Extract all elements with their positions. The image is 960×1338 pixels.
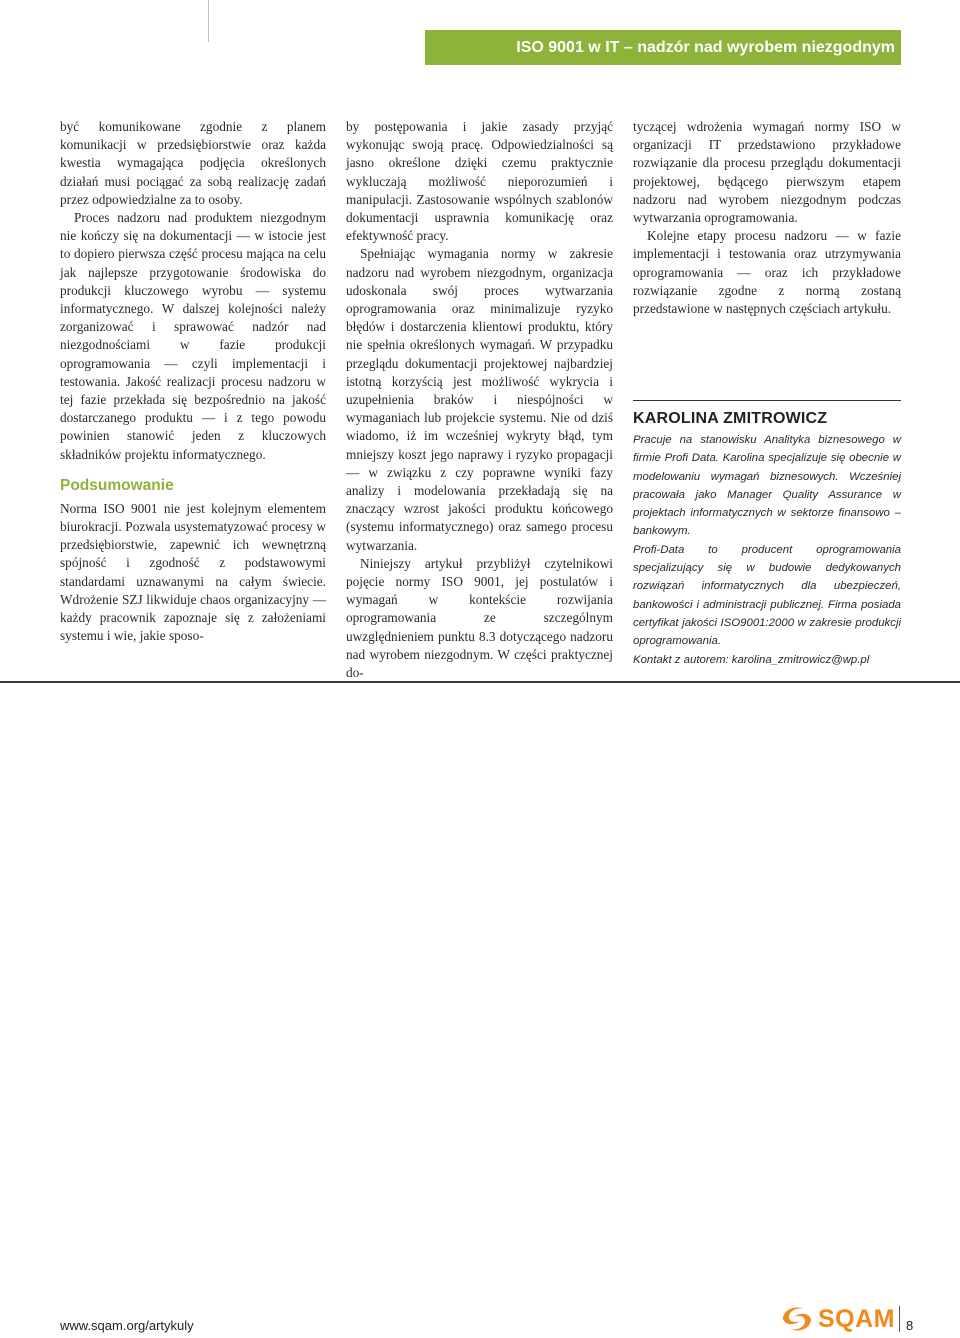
author-divider <box>633 400 901 401</box>
page-number: 8 <box>906 1318 914 1333</box>
author-box <box>633 400 901 669</box>
header-bar <box>425 30 901 65</box>
paragraph: tyczącej wdrożenia wymagań normy ISO w organizacji IT przedstawiono przykładowe rozwiązanie dla procesu przeglądu dokumentacji projektowej, będącego pierwszym etapem nadzoru nad wyrobem niezgodnym podczas wytwarzania oprogramowania. <box>633 119 901 226</box>
footer-url-link[interactable]: www.sqam.org/artykuly <box>60 1318 194 1333</box>
header-title: ISO 9001 w IT – nadzór nad wyrobem niezgodnym <box>516 39 895 56</box>
text-column-3 <box>633 118 901 318</box>
paragraph: Proces nadzoru nad produktem niezgodnym nie kończy się na dokumentacji — w istocie jest to dopiero pierwsza część procesu mająca na celu jak najlepsze przygotowanie środowiska do produkcji kluczowego wyrobu — systemu informatycznego. W dalszej kolejności należy zorganizować i sprawować nadzór nad niezgodnościami w fazie produkcji oprogramowania — czyli implementacji i testowania. Jakość realizacji procesu nadzoru w tej fazie przekłada się bezpośrednio na jakość dostarczanego produktu — i z tego powodu powinien stanowić jeden z kluczowych składników projektu informatycznego. <box>60 210 326 462</box>
paragraph: Norma ISO 9001 nie jest kolejnym elementem biurokracji. Pozwala usystematyzować procesy w przedsiębiorstwie, zapewnić ich wewnętrzną spójność i zgodność z podstawowymi standardami uznawanymi na całym świecie. Wdrożenie SZJ likwiduje chaos organizacyjny — każdy pracownik zapoznaje się z założeniami systemu i wie, jakie sposo- <box>60 500 326 644</box>
sqam-logo <box>780 1304 900 1334</box>
paragraph: Kolejne etapy procesu nadzoru — w fazie implementacji i testowania oraz utrzymywania oprogramowania — oraz ich przykładowe rozwiązanie zgodne z normą zostaną przedstawione w następnych częściach artykułu. <box>633 228 901 317</box>
paragraph: by postępowania i jakie zasady przyjąć wykonując swoją pracę. Odpowiedzialności są jasno określone dzięki czemu praktycznie wykluczają możliwość nieporozumień i manipulacji. Zastosowanie wspólnych szablonów dokumentacji usprawnia komunikację oraz efektywność pracy. <box>346 119 613 244</box>
paragraph: Niniejszy artykuł przybliżył czytelnikowi pojęcie normy ISO 9001, jej postulatów i wymagań w kontekście rozwijania oprogramowania ze szczególnym uwzględnieniem punktu 8.3 dotyczącego nadzoru nad wyrobem niezgodnym. W części praktycznej do- <box>346 555 613 681</box>
footer-separator <box>899 1306 900 1332</box>
author-bio-paragraph: Pracuje na stanowisku Analityka biznesowego w firmie Profi Data. Karolina specjalizuje się obecnie w modelowaniu wymagań biznesowych. Wcześniej pracowała jako Manager Quality Assurance w projektach informatycznych w sektorze finansowo – bankowym. <box>633 434 901 538</box>
text-column-2 <box>346 118 613 682</box>
text-column-1 <box>60 118 326 645</box>
sqam-swirl-icon <box>780 1304 814 1334</box>
paragraph: być komunikowane zgodnie z planem komunikacji w przedsiębiorstwie oraz każda kwestia wymagająca podjęcia określonych działań musi pociągać za sobą realizację zadań przez odpowiedzialne za to osoby. <box>60 119 326 207</box>
author-contact: Kontakt z autorem: karolina_zmitrowicz@wp.pl <box>633 653 870 666</box>
content-bottom-rule <box>0 681 960 683</box>
company-bio-paragraph: Profi-Data to producent oprogramowania specjalizujący się w budowie dedykowanych rozwiązań informatycznych dla ubezpieczeń, bankowości i administracji publicznej. Firma posiada certyfikat jakości ISO9001:2000 w zakresie produkcji oprogramowania. <box>633 543 901 648</box>
author-name: KAROLINA ZMITROWICZ <box>633 410 828 427</box>
section-heading: Podsumowanie <box>60 476 174 494</box>
top-divider-line <box>208 0 209 42</box>
logo-text: SQAM <box>818 1305 895 1333</box>
author-bio <box>633 431 901 669</box>
paragraph: Spełniając wymagania normy w zakresie nadzoru nad wyrobem niezgodnym, organizacja udoskonala swój proces wytwarzania oprogramowania oraz minimalizuje ryzyko błędów i dostarczenia klientowi produktu, który nie spełnia określonych wymagań. W przypadku przeglądu dokumentacji projektowej najbardziej istotną korzyścią jest możliwość wykrycia i uzupełnienia braków i niespójności w wymaganiach lub projekcie systemu. Nie od dziś wiadomo, iż im wcześniej wykryty błąd, tym mniejszy koszt jego naprawy i ryzyko propagacji — w związku z czy poprawne wyniki fazy analizy i modelowania przekładają się na znaczący wzrost jakości produktu końcowego (systemu informatycznego) oraz samego procesu wytwarzania. <box>346 246 613 553</box>
